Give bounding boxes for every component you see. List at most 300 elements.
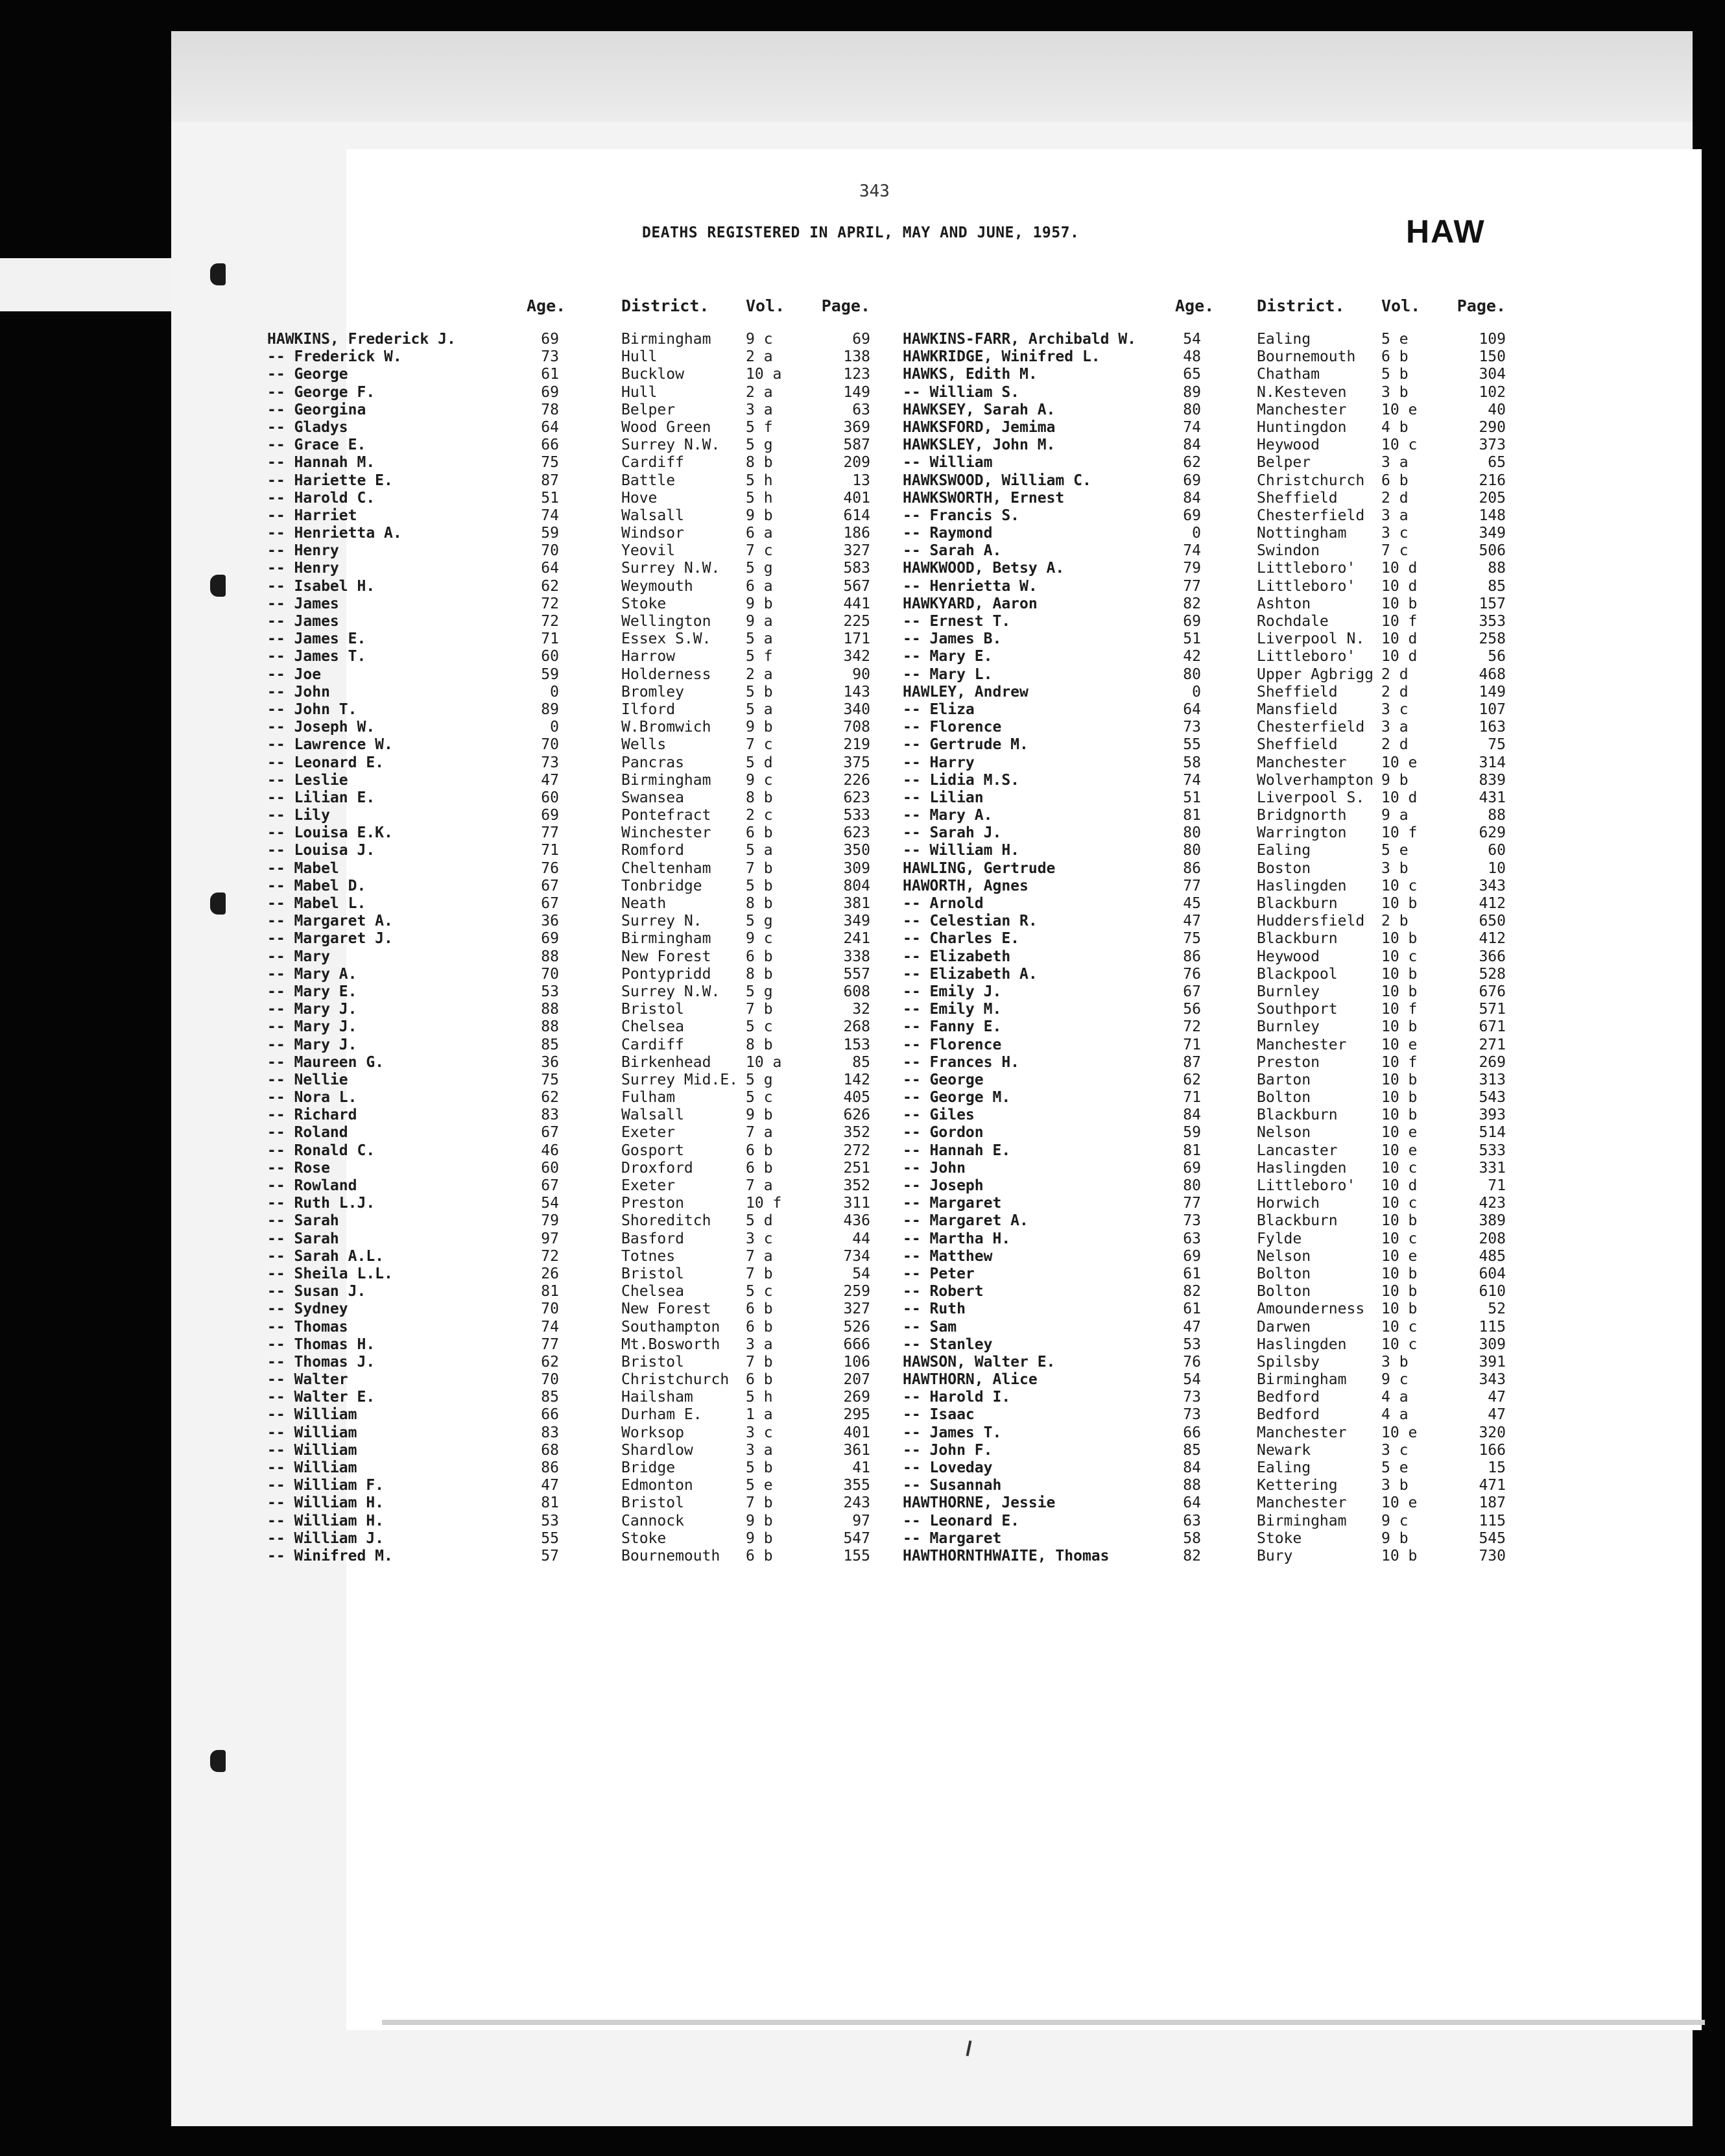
entry-district: Basford xyxy=(621,1230,684,1247)
entry-name: -- James xyxy=(267,613,339,630)
entry-vol: 7 b xyxy=(746,1265,773,1282)
entry-district: Bristol xyxy=(621,1265,684,1282)
entry-district: W.Bromwich xyxy=(621,719,711,736)
entry-vol: 7 c xyxy=(746,542,773,560)
entry-name: -- Richard xyxy=(267,1107,357,1124)
entry-name: -- John T. xyxy=(267,701,357,718)
entry-name: -- Margaret A. xyxy=(903,1212,1029,1230)
entry-page: 441 xyxy=(843,595,870,612)
entry-vol: 3 c xyxy=(1381,1441,1409,1459)
entry-age: 67 xyxy=(1183,983,1201,1000)
entry-vol: 5 e xyxy=(1381,331,1409,348)
entry-vol: 10 b xyxy=(1381,1212,1418,1230)
entry-page: 109 xyxy=(1479,331,1506,348)
entry-district: Shoreditch xyxy=(621,1212,711,1230)
entry-page: 138 xyxy=(843,348,870,366)
entry-district: Birmingham xyxy=(1257,1371,1347,1389)
entry-district: Littleboro' xyxy=(1257,1177,1356,1194)
entry-vol: 2 a xyxy=(746,665,773,683)
entry-age: 54 xyxy=(1183,331,1201,348)
entry-district: Horwich xyxy=(1257,1195,1320,1212)
entry-district: Blackburn xyxy=(1257,895,1338,912)
entry-vol: 9 b xyxy=(746,1529,773,1547)
entry-vol: 5 b xyxy=(746,683,773,701)
entry-age: 48 xyxy=(1183,348,1201,366)
entry-age: 60 xyxy=(541,789,559,806)
entry-age: 85 xyxy=(541,1036,559,1053)
entry-age: 59 xyxy=(541,665,559,683)
entry-age: 84 xyxy=(1183,489,1201,507)
entry-vol: 5 g xyxy=(746,1071,773,1088)
entry-district: Surrey N.W. xyxy=(621,983,720,1000)
entry-page: 533 xyxy=(1479,1142,1506,1159)
entry-district: Fulham xyxy=(621,1089,676,1107)
entry-age: 69 xyxy=(1183,1247,1201,1265)
entry-page: 839 xyxy=(1479,771,1506,789)
entry-district: Droxford xyxy=(621,1159,693,1177)
entry-district: Bolton xyxy=(1257,1265,1311,1282)
entry-page: 528 xyxy=(1479,965,1506,983)
entry-vol: 9 a xyxy=(1381,807,1409,824)
entry-district: Shardlow xyxy=(621,1441,693,1459)
entry-page: 115 xyxy=(1479,1512,1506,1529)
entry-name: -- Ernest T. xyxy=(903,613,1011,630)
entry-district: Bristol xyxy=(621,1353,684,1371)
entry-name: -- Matthew xyxy=(903,1247,993,1265)
entry-age: 67 xyxy=(541,1124,559,1142)
entry-vol: 2 a xyxy=(746,383,773,401)
entry-name: -- Nellie xyxy=(267,1071,348,1088)
entry-district: Chatham xyxy=(1257,366,1320,383)
entry-vol: 7 b xyxy=(746,1494,773,1512)
entry-age: 72 xyxy=(1183,1018,1201,1036)
entry-page: 314 xyxy=(1479,754,1506,771)
entry-name: -- Lilian E. xyxy=(267,789,375,806)
entry-age: 62 xyxy=(541,1353,559,1371)
entry-vol: 9 c xyxy=(746,331,773,348)
entry-name: -- Margaret xyxy=(903,1195,1002,1212)
entry-page: 54 xyxy=(852,1265,870,1282)
entry-vol: 8 b xyxy=(746,965,773,983)
entry-district: Littleboro' xyxy=(1257,648,1356,665)
entry-age: 84 xyxy=(1183,437,1201,454)
entry-district: Winchester xyxy=(621,824,711,842)
entry-district: Ealing xyxy=(1257,1459,1311,1476)
entry-age: 46 xyxy=(541,1142,559,1159)
entry-page: 610 xyxy=(1479,1283,1506,1300)
entry-district: Birmingham xyxy=(1257,1512,1347,1529)
entry-district: Wellington xyxy=(621,613,711,630)
entry-age: 76 xyxy=(1183,1353,1201,1371)
entry-district: Cardiff xyxy=(621,1036,684,1053)
entry-district: Surrey N. xyxy=(621,913,702,930)
entry-vol: 10 e xyxy=(1381,1247,1418,1265)
entry-name: -- Leonard E. xyxy=(903,1512,1020,1529)
entry-page: 587 xyxy=(843,437,870,454)
entry-vol: 10 b xyxy=(1381,1089,1418,1107)
entry-age: 80 xyxy=(1183,401,1201,418)
entry-age: 45 xyxy=(1183,895,1201,912)
entry-name: -- Sydney xyxy=(267,1300,348,1318)
entry-district: Littleboro' xyxy=(1257,560,1356,577)
entry-vol: 8 b xyxy=(746,789,773,806)
entry-vol: 10 b xyxy=(1381,983,1418,1000)
entry-age: 69 xyxy=(541,807,559,824)
entry-vol: 6 a xyxy=(746,577,773,595)
entry-name: HAWKSLEY, John M. xyxy=(903,437,1056,454)
entry-age: 73 xyxy=(541,754,559,771)
entry-page: 545 xyxy=(1479,1529,1506,1547)
entry-name: -- Walter E. xyxy=(267,1389,375,1406)
entry-vol: 7 a xyxy=(746,1247,773,1265)
entry-page: 343 xyxy=(1479,877,1506,894)
entry-age: 36 xyxy=(541,913,559,930)
entry-vol: 2 b xyxy=(1381,913,1409,930)
entry-name: HAWKSFORD, Jemima xyxy=(903,418,1056,436)
entry-age: 88 xyxy=(1183,1477,1201,1494)
entry-age: 71 xyxy=(541,842,559,859)
entry-vol: 10 e xyxy=(1381,401,1418,418)
entry-vol: 10 d xyxy=(1381,630,1418,648)
entry-name: -- Joseph xyxy=(903,1177,984,1194)
entry-vol: 3 b xyxy=(1381,383,1409,401)
entry-name: -- Celestian R. xyxy=(903,913,1038,930)
entry-page: 311 xyxy=(843,1195,870,1212)
entry-name: -- Sheila L.L. xyxy=(267,1265,393,1282)
entry-name: -- Mary xyxy=(267,948,330,965)
entry-page: 85 xyxy=(852,1053,870,1071)
entry-page: 153 xyxy=(843,1036,870,1053)
entry-district: Nelson xyxy=(1257,1124,1311,1142)
entry-vol: 2 c xyxy=(746,807,773,824)
entry-vol: 9 b xyxy=(746,1512,773,1529)
entry-page: 571 xyxy=(1479,1001,1506,1018)
entry-vol: 5 e xyxy=(746,1477,773,1494)
entry-age: 82 xyxy=(1183,1283,1201,1300)
entry-name: -- Harry xyxy=(903,754,975,771)
entry-district: Nottingham xyxy=(1257,525,1347,542)
entry-vol: 3 a xyxy=(1381,507,1409,524)
entry-name: -- Sarah xyxy=(267,1230,339,1247)
entry-vol: 5 f xyxy=(746,648,773,665)
entry-age: 47 xyxy=(1183,913,1201,930)
entry-age: 0 xyxy=(1192,525,1201,542)
entry-vol: 10 f xyxy=(1381,1053,1418,1071)
entry-page: 148 xyxy=(1479,507,1506,524)
entry-district: Swindon xyxy=(1257,542,1320,560)
entry-age: 62 xyxy=(1183,1071,1201,1088)
entry-age: 77 xyxy=(1183,577,1201,595)
entry-district: Huddersfield xyxy=(1257,913,1365,930)
entry-age: 60 xyxy=(541,648,559,665)
entry-page: 259 xyxy=(843,1283,870,1300)
entry-name: -- Loveday xyxy=(903,1459,993,1476)
entry-page: 63 xyxy=(852,401,870,418)
entry-page: 401 xyxy=(843,1424,870,1441)
entry-name: -- James E. xyxy=(267,630,366,648)
entry-vol: 10 d xyxy=(1381,577,1418,595)
entry-name: -- William J. xyxy=(267,1529,385,1547)
entry-vol: 6 b xyxy=(746,824,773,842)
entry-district: Christchurch xyxy=(621,1371,730,1389)
entry-vol: 5 d xyxy=(746,1212,773,1230)
entry-page: 216 xyxy=(1479,472,1506,489)
entry-name: -- Harold I. xyxy=(903,1389,1011,1406)
entry-district: Mt.Bosworth xyxy=(621,1336,720,1353)
entry-age: 84 xyxy=(1183,1107,1201,1124)
entry-age: 75 xyxy=(541,1071,559,1088)
entry-district: Ealing xyxy=(1257,842,1311,859)
entry-district: Bristol xyxy=(621,1494,684,1512)
entry-age: 64 xyxy=(1183,701,1201,718)
entry-age: 72 xyxy=(541,595,559,612)
entry-vol: 7 b xyxy=(746,859,773,877)
entry-vol: 5 b xyxy=(1381,366,1409,383)
entry-district: Surrey N.W. xyxy=(621,560,720,577)
entry-age: 82 xyxy=(1183,595,1201,612)
entry-district: Stoke xyxy=(621,595,667,612)
entry-age: 36 xyxy=(541,1053,559,1071)
entry-age: 88 xyxy=(541,1018,559,1036)
entry-page: 13 xyxy=(852,472,870,489)
entry-vol: 10 e xyxy=(1381,1124,1418,1142)
entry-vol: 4 a xyxy=(1381,1389,1409,1406)
entry-page: 381 xyxy=(843,895,870,912)
entry-vol: 3 a xyxy=(1381,454,1409,472)
entry-vol: 8 b xyxy=(746,1036,773,1053)
entry-vol: 10 f xyxy=(746,1195,782,1212)
entry-age: 59 xyxy=(541,525,559,542)
entry-vol: 5 h xyxy=(746,472,773,489)
vol-header: Vol. xyxy=(1381,296,1421,315)
entry-vol: 10 c xyxy=(1381,948,1418,965)
entry-age: 0 xyxy=(550,683,559,701)
entry-page: 123 xyxy=(843,366,870,383)
entry-vol: 7 b xyxy=(746,1353,773,1371)
entry-page: 243 xyxy=(843,1494,870,1512)
entry-age: 67 xyxy=(541,877,559,894)
entry-age: 63 xyxy=(1183,1512,1201,1529)
entry-vol: 9 b xyxy=(746,719,773,736)
entry-district: Stoke xyxy=(1257,1529,1302,1547)
entry-page: 343 xyxy=(1479,1371,1506,1389)
entry-page: 604 xyxy=(1479,1265,1506,1282)
entry-name: -- James T. xyxy=(903,1424,1002,1441)
entry-page: 88 xyxy=(1488,807,1506,824)
entry-district: Walsall xyxy=(621,507,684,524)
entry-name: -- Winifred M. xyxy=(267,1547,393,1564)
entry-district: Romford xyxy=(621,842,684,859)
entry-name: -- Ruth L.J. xyxy=(267,1195,375,1212)
entry-age: 86 xyxy=(541,1459,559,1476)
entry-age: 61 xyxy=(1183,1265,1201,1282)
entry-district: Newark xyxy=(1257,1441,1311,1459)
entry-vol: 3 b xyxy=(1381,1353,1409,1371)
entry-district: Weymouth xyxy=(621,577,693,595)
entry-district: Hull xyxy=(621,383,658,401)
entry-page: 47 xyxy=(1488,1406,1506,1424)
entry-name: -- Gordon xyxy=(903,1124,984,1142)
entry-district: Essex S.W. xyxy=(621,630,711,648)
entry-name: -- Raymond xyxy=(903,525,993,542)
entry-page: 269 xyxy=(1479,1053,1506,1071)
entry-name: -- Mary J. xyxy=(267,1036,357,1053)
entry-district: Blackburn xyxy=(1257,930,1338,948)
entry-name: HAWKWOOD, Betsy A. xyxy=(903,560,1065,577)
entry-page: 271 xyxy=(1479,1036,1506,1053)
entry-name: -- Mary E. xyxy=(903,648,993,665)
entry-vol: 10 e xyxy=(1381,1142,1418,1159)
entry-page: 258 xyxy=(1479,630,1506,648)
entry-name: -- Emily M. xyxy=(903,1001,1002,1018)
entry-vol: 1 a xyxy=(746,1406,773,1424)
entry-vol: 5 b xyxy=(746,1459,773,1476)
entry-district: Bucklow xyxy=(621,366,684,383)
page-header: Page. xyxy=(821,296,870,315)
entry-name: -- Henrietta A. xyxy=(267,525,402,542)
entry-age: 77 xyxy=(541,1336,559,1353)
entry-vol: 10 c xyxy=(1381,877,1418,894)
entry-age: 71 xyxy=(1183,1036,1201,1053)
entry-district: Bromley xyxy=(621,683,684,701)
entry-page: 313 xyxy=(1479,1071,1506,1088)
entry-age: 75 xyxy=(541,454,559,472)
entry-age: 47 xyxy=(1183,1318,1201,1336)
entry-name: -- Harriet xyxy=(267,507,357,524)
entry-page: 471 xyxy=(1479,1477,1506,1494)
entry-name: -- Lilian xyxy=(903,789,984,806)
entry-name: HAWTHORNE, Jessie xyxy=(903,1494,1056,1512)
entry-page: 436 xyxy=(843,1212,870,1230)
entry-vol: 5 e xyxy=(1381,1459,1409,1476)
entry-name: -- Martha H. xyxy=(903,1230,1011,1247)
entry-name: -- Hannah M. xyxy=(267,454,375,472)
entry-page: 567 xyxy=(843,577,870,595)
entry-vol: 7 a xyxy=(746,1124,773,1142)
entry-district: N.Kesteven xyxy=(1257,383,1347,401)
entry-district: Preston xyxy=(621,1195,684,1212)
entry-page: 361 xyxy=(843,1441,870,1459)
entry-age: 64 xyxy=(1183,1494,1201,1512)
entry-district: Blackpool xyxy=(1257,965,1338,983)
entry-page: 557 xyxy=(843,965,870,983)
entry-page: 40 xyxy=(1488,401,1506,418)
entry-district: Darwen xyxy=(1257,1318,1311,1336)
entry-age: 68 xyxy=(541,1441,559,1459)
entry-district: Hailsham xyxy=(621,1389,693,1406)
entry-name: HAWKS, Edith M. xyxy=(903,366,1038,383)
entry-district: Manchester xyxy=(1257,1424,1347,1441)
entry-page: 166 xyxy=(1479,1441,1506,1459)
entry-name: -- Isabel H. xyxy=(267,577,375,595)
entry-age: 74 xyxy=(1183,771,1201,789)
entry-page: 41 xyxy=(852,1459,870,1476)
entry-page: 666 xyxy=(843,1336,870,1353)
entry-page: 423 xyxy=(1479,1195,1506,1212)
entry-vol: 5 g xyxy=(746,560,773,577)
entry-age: 78 xyxy=(541,401,559,418)
sheet-top-band xyxy=(171,31,1693,122)
entry-vol: 10 c xyxy=(1381,1318,1418,1336)
entry-vol: 9 a xyxy=(746,613,773,630)
entry-district: Swansea xyxy=(621,789,684,806)
entry-page: 106 xyxy=(843,1353,870,1371)
entry-district: Bolton xyxy=(1257,1283,1311,1300)
entry-vol: 6 b xyxy=(1381,472,1409,489)
entry-name: -- Sarah A. xyxy=(903,542,1002,560)
entry-age: 64 xyxy=(541,418,559,436)
entry-district: Upper Agbrigg xyxy=(1257,665,1374,683)
entry-name: -- Margaret J. xyxy=(267,930,393,948)
page-header: Page. xyxy=(1457,296,1506,315)
entry-page: 149 xyxy=(843,383,870,401)
entry-vol: 10 b xyxy=(1381,1283,1418,1300)
entry-age: 69 xyxy=(1183,472,1201,489)
entry-name: -- Giles xyxy=(903,1107,975,1124)
entry-name: HAWKSWORTH, Ernest xyxy=(903,489,1065,507)
entry-page: 623 xyxy=(843,824,870,842)
entry-name: -- Ruth xyxy=(903,1300,966,1318)
entry-district: Southport xyxy=(1257,1001,1338,1018)
entry-vol: 5 a xyxy=(746,630,773,648)
entry-district: Boston xyxy=(1257,859,1311,877)
entry-district: Worksop xyxy=(621,1424,684,1441)
entry-district: Nelson xyxy=(1257,1247,1311,1265)
entry-age: 0 xyxy=(1192,683,1201,701)
entry-vol: 10 b xyxy=(1381,895,1418,912)
entry-age: 82 xyxy=(1183,1547,1201,1564)
entry-name: -- Henry xyxy=(267,560,339,577)
entry-district: Neath xyxy=(621,895,667,912)
entry-page: 331 xyxy=(1479,1159,1506,1177)
entry-age: 26 xyxy=(541,1265,559,1282)
entry-age: 76 xyxy=(1183,965,1201,983)
paper-bottom-edge xyxy=(382,2020,1705,2025)
entry-name: -- Susan J. xyxy=(267,1283,366,1300)
entry-name: -- William xyxy=(267,1441,357,1459)
entry-age: 51 xyxy=(541,489,559,507)
entry-vol: 6 b xyxy=(746,948,773,965)
entry-age: 58 xyxy=(1183,754,1201,771)
entry-vol: 3 b xyxy=(1381,1477,1409,1494)
entry-name: -- Mary L. xyxy=(903,665,993,683)
entry-page: 47 xyxy=(1488,1389,1506,1406)
entry-age: 47 xyxy=(541,1477,559,1494)
entry-name: -- Emily J. xyxy=(903,983,1002,1000)
entry-vol: 10 b xyxy=(1381,1547,1418,1564)
entry-name: -- William xyxy=(267,1424,357,1441)
entry-name: -- William xyxy=(903,454,993,472)
entry-page: 485 xyxy=(1479,1247,1506,1265)
entry-name: -- Lidia M.S. xyxy=(903,771,1020,789)
entry-district: Belper xyxy=(1257,454,1311,472)
entry-page: 150 xyxy=(1479,348,1506,366)
entry-district: Birmingham xyxy=(621,771,711,789)
entry-vol: 7 a xyxy=(746,1177,773,1194)
entry-name: -- Thomas J. xyxy=(267,1353,375,1371)
entry-name: -- Mabel xyxy=(267,859,339,877)
entry-vol: 10 b xyxy=(1381,1018,1418,1036)
entry-vol: 3 a xyxy=(746,1336,773,1353)
entry-name: -- George F. xyxy=(267,383,375,401)
entry-name: HAWORTH, Agnes xyxy=(903,877,1029,894)
entry-district: Pontypridd xyxy=(621,965,711,983)
entry-page: 142 xyxy=(843,1071,870,1088)
entry-name: -- Walter xyxy=(267,1371,348,1389)
entry-district: Bristol xyxy=(621,1001,684,1018)
entry-district: Wolverhampton xyxy=(1257,771,1374,789)
entry-district: Totnes xyxy=(621,1247,676,1265)
